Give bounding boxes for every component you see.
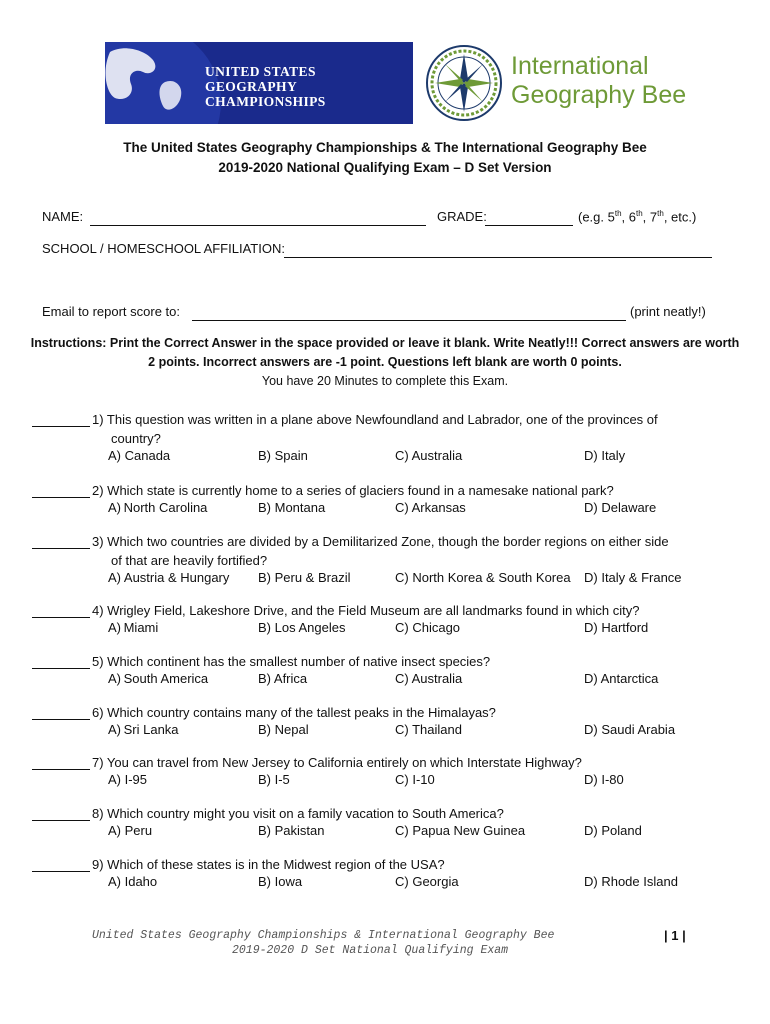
grade-hint-part: , etc.) <box>663 209 697 225</box>
email-hint: (print neatly!) <box>630 304 706 319</box>
grade-label: GRADE: <box>437 209 487 224</box>
answer-option-c: C) I-10 <box>395 772 435 787</box>
instructions-text: Instructions: Print the Correct Answer in the space provided or leave it blank. Write Neatly!!! Correct answers are worth 2 points. Incorrect answers are -1 point. Questions left blank are worth 0 points. <box>30 336 740 369</box>
answer-blank[interactable] <box>32 769 90 770</box>
answer-blank[interactable] <box>32 871 90 872</box>
grade-field[interactable] <box>485 225 573 226</box>
question-text: 8) Which country might you visit on a family vacation to South America? <box>92 806 504 821</box>
answer-option-c: C) North Korea & South Korea <box>395 570 571 585</box>
email-field[interactable] <box>192 320 626 321</box>
answer-option-a: A) South America <box>108 671 209 686</box>
grade-hint-part: , 7 <box>642 209 658 225</box>
answer-option-b: B) Nepal <box>258 722 309 737</box>
answer-option-a: A) Sri Lanka <box>108 722 179 737</box>
answer-option-b: B) Africa <box>258 671 308 686</box>
answer-option-a: A) North Carolina <box>108 500 208 515</box>
answer-blank[interactable] <box>32 719 90 720</box>
answer-option-c: C) Chicago <box>395 620 461 635</box>
school-field[interactable] <box>284 257 712 258</box>
question-text-continued: of that are heavily fortified? <box>111 553 268 568</box>
question-text: 2) Which state is currently home to a series of glaciers found in a namesake national park? <box>92 483 614 498</box>
igb-line2: Geography Bee <box>511 81 687 109</box>
answer-option-a: A) Austria & Hungary <box>108 570 230 585</box>
answer-option-b: B) Spain <box>258 448 308 463</box>
usgc-logo <box>105 42 413 124</box>
answer-option-d: D) I-80 <box>584 772 624 787</box>
time-limit-text: You have 20 Minutes to complete this Exam. <box>261 374 509 388</box>
answer-option-b: B) Pakistan <box>258 823 325 838</box>
answer-blank[interactable] <box>32 820 90 821</box>
answer-blank[interactable] <box>32 668 90 669</box>
answer-option-d: D) Hartford <box>584 620 649 635</box>
igb-logo <box>423 42 693 124</box>
answer-option-b: B) Peru & Brazil <box>258 570 351 585</box>
igb-line1: International <box>511 52 649 80</box>
grade-hint-part: , 6 <box>621 209 636 225</box>
answer-option-a: A) Canada <box>108 448 171 463</box>
answer-option-c: C) Papua New Guinea <box>395 823 526 838</box>
answer-option-d: D) Rhode Island <box>584 874 678 889</box>
answer-blank[interactable] <box>32 497 90 498</box>
question-text: 7) You can travel from New Jersey to California entirely on which Interstate Highway? <box>92 755 582 770</box>
footer-line1: United States Geography Championships & International Geography Bee <box>92 929 555 942</box>
grade-hint-sup: th <box>657 209 664 218</box>
answer-option-d: D) Antarctica <box>584 671 659 686</box>
answer-option-a: A) I-95 <box>108 772 148 787</box>
question-text: 1) This question was written in a plane above Newfoundland and Labrador, one of the provinces of <box>92 412 658 427</box>
name-field[interactable] <box>90 225 426 226</box>
answer-option-c: C) Thailand <box>395 722 462 737</box>
answer-option-d: D) Delaware <box>584 500 657 515</box>
answer-blank[interactable] <box>32 617 90 618</box>
answer-option-d: D) Saudi Arabia <box>584 722 676 737</box>
answer-option-c: C) Arkansas <box>395 500 466 515</box>
question-text: 5) Which continent has the smallest number of native insect species? <box>92 654 491 669</box>
grade-hint-sup: th <box>636 209 643 218</box>
answer-option-c: C) Australia <box>395 671 463 686</box>
answer-option-c: C) Australia <box>395 448 463 463</box>
usgc-logo-text <box>205 64 413 109</box>
question-text: 9) Which of these states is in the Midwest region of the USA? <box>92 857 445 872</box>
usgc-line2: GEOGRAPHY CHAMPIONSHIPS <box>205 79 326 109</box>
question-text-continued: country? <box>111 431 161 446</box>
usgc-line1: UNITED STATES <box>205 64 316 79</box>
name-label: NAME: <box>42 209 84 224</box>
exam-subtitle: 2019-2020 National Qualifying Exam – D Set Version <box>218 160 552 175</box>
answer-option-b: B) Los Angeles <box>258 620 346 635</box>
igb-logo-text <box>511 52 686 110</box>
question-text: 4) Wrigley Field, Lakeshore Drive, and the Field Museum are all landmarks found in which city? <box>92 603 640 618</box>
question-text: 6) Which country contains many of the tallest peaks in the Himalayas? <box>92 705 496 720</box>
answer-blank[interactable] <box>32 548 90 549</box>
answer-option-d: D) Poland <box>584 823 642 838</box>
answer-option-b: B) I-5 <box>258 772 290 787</box>
answer-option-d: D) Italy <box>584 448 626 463</box>
answer-option-d: D) Italy & France <box>584 570 682 585</box>
school-label: SCHOOL / HOMESCHOOL AFFILIATION: <box>42 241 285 256</box>
answer-option-c: C) Georgia <box>395 874 459 889</box>
exam-title: The United States Geography Championships & The International Geography Bee <box>123 140 647 155</box>
compass-rose-icon <box>423 42 505 124</box>
footer-line2: 2019-2020 D Set National Qualifying Exam <box>232 944 509 957</box>
answer-option-a: A) Miami <box>108 620 159 635</box>
answer-option-a: A) Peru <box>108 823 153 838</box>
answer-option-a: A) Idaho <box>108 874 158 889</box>
answer-option-b: B) Montana <box>258 500 326 515</box>
question-text: 3) Which two countries are divided by a Demilitarized Zone, though the border regions on either side <box>92 534 669 549</box>
grade-hint <box>578 209 696 224</box>
answer-option-b: B) Iowa <box>258 874 303 889</box>
grade-hint-sup: th <box>614 209 622 218</box>
grade-hint-part: (e.g. 5 <box>578 209 615 225</box>
answer-blank[interactable] <box>32 426 90 427</box>
page-number: | 1 | <box>664 928 686 943</box>
email-label: Email to report score to: <box>42 304 180 319</box>
